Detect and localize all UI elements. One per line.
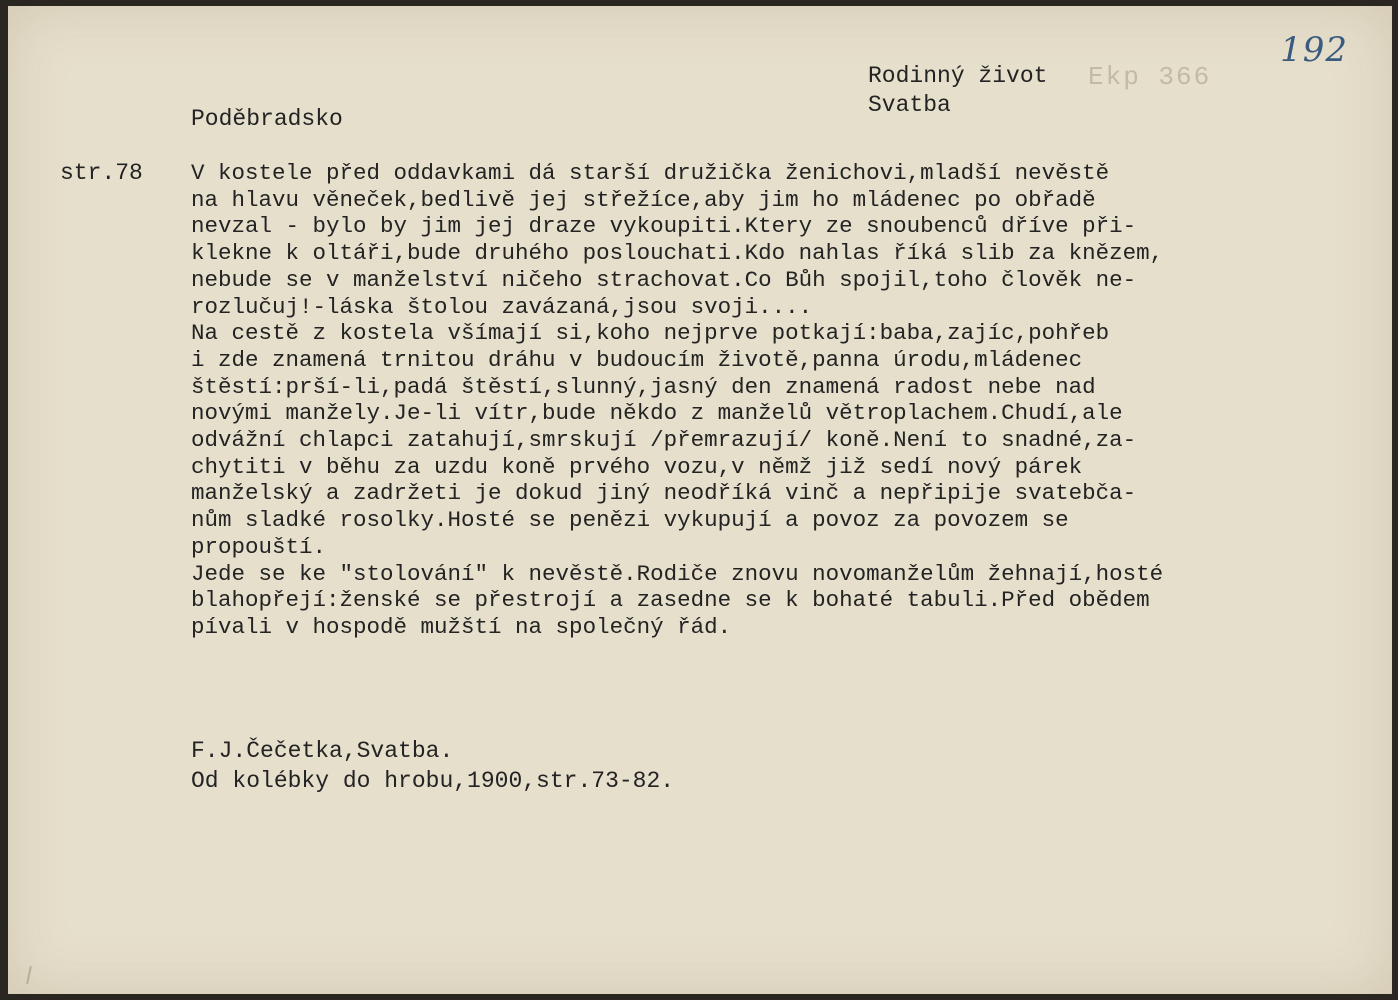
handwritten-number: 192 bbox=[1280, 30, 1348, 70]
text-line: chytiti v běhu za uzdu koně prvého vozu,v němž již sedí nový párek bbox=[191, 453, 1083, 480]
text-line: i zde znamená trnitou dráhu v budoucím životě,panna úrodu,mládenec bbox=[191, 346, 1083, 373]
category-line: Rodinný život bbox=[868, 63, 1048, 89]
pencil-mark bbox=[26, 966, 32, 984]
category-block bbox=[868, 62, 1047, 120]
source-line: Od kolébky do hrobu,1900,str.73-82. bbox=[191, 768, 675, 794]
text-line: pívali v hospodě mužští na společný řád. bbox=[191, 613, 732, 640]
text-line: novými manžely.Je-li vítr,bude někdo z manželů větroplachem.Chudí,ale bbox=[191, 400, 1123, 427]
card-body-text bbox=[191, 160, 1381, 641]
text-line: V kostele před oddavkami dá starší družička ženichovi,mladší nevěstě bbox=[191, 160, 1110, 186]
archive-stamp: Ekp 366 bbox=[1088, 62, 1212, 92]
text-line: Na cestě z kostela všímají si,koho nejprve potkají:baba,zajíc,pohřeb bbox=[191, 320, 1110, 347]
source-line: F.J.Čečetka,Svatba. bbox=[191, 738, 454, 764]
text-line: rozlučuj!-láska štolou zavázaná,jsou svoji.... bbox=[191, 293, 813, 320]
text-line: štěstí:prší-li,padá štěstí,slunný,jasný den znamená radost nebe nad bbox=[191, 373, 1096, 400]
text-line: klekne k oltáři,bude druhého poslouchati.Kdo nahlas říká slib za knězem, bbox=[191, 240, 1164, 267]
text-line: nům sladké rosolky.Hosté se penězi vykupují a povoz za povozem se bbox=[191, 507, 1069, 534]
source-citation bbox=[191, 736, 674, 796]
text-line: propouští. bbox=[191, 533, 327, 560]
archive-card bbox=[8, 6, 1392, 994]
page-reference: str.78 bbox=[60, 160, 143, 186]
text-line: nebude se v manželství ničeho strachovat.Co Bůh spojil,toho člověk ne- bbox=[191, 266, 1137, 293]
text-line: nevzal - bylo by jim jej draze vykoupiti.Ktery ze snoubenců dříve při- bbox=[191, 213, 1137, 240]
text-line: blahopřejí:ženské se přestrojí a zasedne se k bohaté tabuli.Před obědem bbox=[191, 587, 1150, 614]
text-line: odvážní chlapci zatahují,smrskují /přemrazují/ koně.Není to snadné,za- bbox=[191, 427, 1137, 454]
text-line: manželský a zadržeti je dokud jiný neodříká vinč a nepřipije svatebča- bbox=[191, 480, 1137, 507]
text-line: na hlavu věneček,bedlivě jej střežíce,aby jim ho mládenec po obřadě bbox=[191, 186, 1096, 213]
category-line: Svatba bbox=[868, 92, 951, 118]
text-line: Jede se ke "stolování" k nevěstě.Rodiče znovu novomanželům žehnají,hosté bbox=[191, 560, 1164, 587]
region-title: Poděbradsko bbox=[191, 106, 343, 132]
